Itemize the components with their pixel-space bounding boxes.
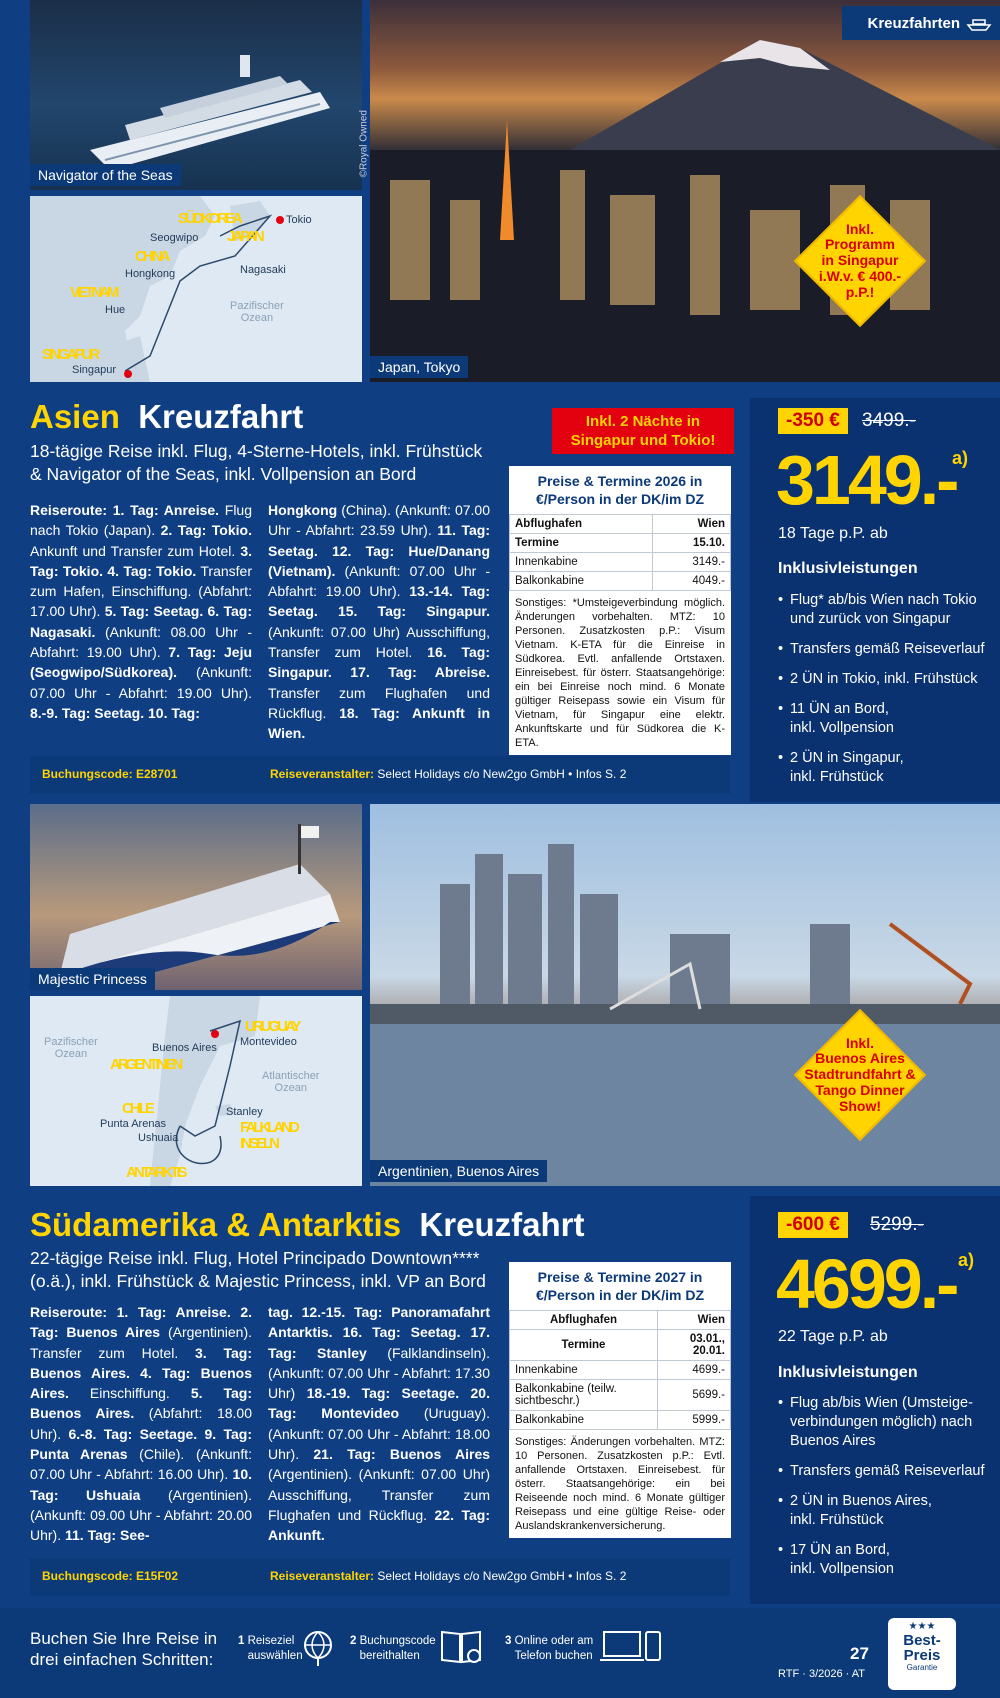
map-label-singapur-city: Singapur: [72, 364, 117, 376]
map-label-punta-arenas: Punta Arenas: [100, 1118, 167, 1130]
promo-badge-asia: Inkl. Programm in Singapur i.W.v. € 400.- p.P.!: [795, 196, 925, 326]
map-label-falkland: FALKLAND INSELN: [240, 1119, 297, 1152]
photo-caption-navigator: Navigator of the Seas: [30, 164, 181, 186]
map-label-pacific: Pazifischer Ozean: [230, 300, 284, 324]
map-label-singapur-country: SINGAPUR: [42, 346, 98, 363]
list-item: • Flug ab/bis Wien (Umsteige- verbindungen möglich) nach Buenos Aires: [778, 1394, 994, 1451]
route-map-asia: [30, 196, 362, 382]
globe-icon: [300, 1628, 336, 1668]
sa-inclusions-title: Inklusivleistungen: [778, 1364, 918, 1381]
map-label-uruguay: URUGUAY: [245, 1018, 299, 1035]
asia-table-grid: Abflughafen Wien Termine 15.10. Innenkabine 3149.- Balkonkabine 4049.-: [509, 514, 731, 591]
list-item: • 11 ÜN an Bord, inkl. Vollpension: [778, 700, 994, 738]
map-label-montevideo: Montevideo: [240, 1036, 297, 1048]
issue-code: RTF · 3/2026 · AT: [778, 1668, 866, 1680]
category-label: Kreuzfahrten: [867, 14, 960, 32]
list-item: • 2 ÜN in Buenos Aires, inkl. Frühstück: [778, 1492, 994, 1530]
map-label-pacific: Pazifischer Ozean: [44, 1036, 98, 1060]
asia-table-heading: Preise & Termine 2026 in €/Person in der DK/im DZ: [535, 473, 705, 507]
list-item: • Flug* ab/bis Wien nach Tokio und zurück von Singapur: [778, 591, 994, 629]
ship-photo-navigator: [30, 0, 369, 190]
map-label-buenos-aires: Buenos Aires: [152, 1042, 217, 1054]
asia-subtitle: 18-tägige Reise inkl. Flug, 4-Sterne-Hotels, inkl. Frühstück & Navigator of the Seas, inkl. Vollpension an Bord: [30, 441, 483, 484]
asia-organizer-label: Reiseveranstalter:: [270, 767, 375, 781]
sa-booking-code: Buchungscode: E15F02: [42, 1569, 179, 1583]
asia-nights-highlight: Inkl. 2 Nächte in Singapur und Tokio!: [552, 408, 734, 454]
map-label-chile: CHILE: [122, 1100, 152, 1117]
route-map-south-america: [30, 996, 362, 1186]
map-label-hue: Hue: [105, 304, 126, 316]
map-label-seogwipo: Seogwipo: [150, 232, 199, 244]
sa-table-heading: Preise & Termine 2027 in €/Person in der DK/im DZ: [535, 1269, 705, 1303]
map-label-tokio: Tokio: [286, 214, 312, 226]
footer-intro: Buchen Sie Ihre Reise in drei einfachen Schritten:: [30, 1629, 218, 1669]
map-label-suedkorea: SÜDKOREA: [178, 210, 240, 227]
catalog-search-icon: [438, 1626, 486, 1668]
asia-price-table: [509, 466, 731, 755]
asia-old-price: 3499.-: [862, 410, 916, 431]
sa-price-table: [509, 1262, 731, 1538]
asia-inclusions-list: [778, 591, 994, 798]
sa-organizer: Select Holidays c/o New2go GmbH • Infos S. 2: [377, 1569, 627, 1583]
footer-step-3: 3 Online oder am Telefon buchen: [505, 1635, 594, 1662]
sa-subtitle: 22-tägige Reise inkl. Flug, Hotel Principado Downtown**** (o.ä.), inkl. Frühstück & Majestic Princess, inkl. VP an Bord: [30, 1248, 486, 1291]
sa-title: Südamerika & Antarktis Kreuzfahrt: [30, 1206, 585, 1243]
photo-caption-tokyo: Japan, Tokyo: [370, 356, 468, 378]
category-tag: [842, 6, 1000, 40]
map-label-ushuaia: Ushuaia: [138, 1132, 179, 1144]
sa-itinerary-col1: Reiseroute: 1. Tag: Anreise. 2. Tag: Buenos Aires (Argentinien). Transfer zum Hotel. 3. Tag: Buenos Aires. 4. Tag: Buenos Aires. Einschiffung. 5. Tag: Buenos Aires. (Abfahrt: 18.00 Uhr). 6.-8. Tag: Seetage. 9. Tag: Punta Arenas (Chile). (Ankunft: 07.00 Uhr - Abfahrt: 16.00 Uhr). 10. Tag: Ushuaia (Argentinien). (Ankunft: 09.00 Uhr - Abfahrt: 20.00 Uhr). 11. Tag: See-: [30, 1304, 253, 1544]
star-icons: ★★★: [908, 1621, 936, 1632]
sa-table-grid: Abflughafen Wien Termine 03.01., 20.01. Innenkabine 4699.- Balkonkabine (teilw. sichtbeschr.) 5699.- Balkonkabine 5999.-: [509, 1310, 731, 1430]
sa-table-notes: Sonstiges: Änderungen vorbehalten. MTZ: 10 Personen. Zusatzkosten p.P.: Evtl. anfallende Ortstaxen. Einreisebest. für österr. Staatsangehörige: ein bei Reiseende noch mind. 6 Monate gültiger Reisepass und eine gültige Reise- oder Auslandskrankenversicherung.: [515, 1436, 725, 1532]
ship-illustration: [30, 804, 362, 990]
map-label-vietnam: VIETNAM: [70, 284, 117, 301]
footer-step-2: 2 Buchungscode bereithalten: [350, 1635, 436, 1662]
asia-itinerary-col1: Reiseroute: 1. Tag: Anreise. Flug nach Tokio (Japan). 2. Tag: Tokio. Ankunft und Transfer zum Hotel. 3. Tag: Tokio. 4. Tag: Tokio. Transfer zum Hafen, Einschiffung. (Abfahrt: 17.00 Uhr). 5. Tag: Seetag. 6. Tag: Nagasaki. (Ankunft: 08.00 Uhr - Abfahrt: 19.00 Uhr). 7. Tag: Jeju (Seogwipo/Südkorea). (Ankunft: 07.00 Uhr - Abfahrt: 19.00 Uhr). 8.-9. Tag: Seetag. 10. Tag:: [30, 502, 253, 721]
list-item: • 2 ÜN in Singapur, inkl. Frühstück: [778, 749, 994, 787]
map-label-stanley: Stanley: [226, 1106, 263, 1118]
map-label-antarktis: ANTARKTIS: [126, 1164, 185, 1181]
asia-table-notes: Sonstiges: *Umsteigeverbindung möglich. Änderungen vorbehalten. MTZ: 10 Personen. Zusatzkosten p.P.: Visum Vietnam. K-ETA für die Einreise in Südkorea. Evtl. anfallende Ortstaxen. Einreisebest. für österr. Staatsangehörige: ein bei Einreise noch mind. 6 Monate gültiger Reisepass sowie ein Visum für Vietnam, für Singapur eine elektr. Ankunftskarte und für Südkorea die K-ETA.: [515, 597, 725, 749]
map-label-japan: JAPAN: [227, 228, 262, 245]
asia-inclusions-title: Inklusivleistungen: [778, 560, 918, 577]
sa-booking-bar: [30, 1558, 730, 1596]
promo-badge-south-america: Inkl. Buenos Aires Stadtrundfahrt & Tango Dinner Show!: [795, 1010, 925, 1140]
sa-organizer-label: Reiseveranstalter:: [270, 1569, 375, 1583]
sa-old-price: 5299.-: [870, 1214, 924, 1235]
sa-price: 4699.-: [776, 1245, 957, 1323]
asia-booking-bar: [30, 756, 730, 794]
sa-itinerary-col2: tag. 12.-15. Tag: Panoramafahrt Antarktis. 16. Tag: Seetag. 17. Tag: Stanley (Falklandinseln). (Ankunft: 07.00 Uhr - Abfahrt: 17.30 Uhr) 18.-19. Tag: Seetage. 20. Tag: Montevideo (Uruguay). (Ankunft: 07.00 Uhr - Abfahrt: 18.00 Uhr). 21. Tag: Buenos Aires (Argentinien). (Ankunft: 07.00 Uhr) Ausschiffung, Transfer zum Flughafen und Rückflug. 22. Tag: Ankunft.: [268, 1304, 491, 1544]
list-item: • 2 ÜN in Tokio, inkl. Frühstück: [778, 670, 994, 689]
sa-discount: -600 €: [778, 1212, 848, 1238]
map-label-argentinien: ARGENTINIEN: [110, 1056, 181, 1073]
page-number: 27: [850, 1644, 869, 1663]
map-label-hongkong: Hongkong: [125, 268, 176, 280]
list-item: • 17 ÜN an Bord, inkl. Vollpension: [778, 1541, 994, 1579]
map-label-china: CHINA: [135, 248, 168, 265]
photo-credit: ©Royal Owned: [358, 110, 369, 178]
asia-price-footnote: a): [952, 448, 969, 468]
map-label-nagasaki: Nagasaki: [240, 264, 286, 276]
list-item: • Transfers gemäß Reiseverlauf: [778, 640, 994, 659]
asia-organizer: Select Holidays c/o New2go GmbH • Infos S. 2: [377, 767, 627, 781]
sa-inclusions-list: [778, 1394, 994, 1590]
ship-icon: [966, 15, 992, 31]
ship-illustration: [30, 0, 362, 190]
photo-caption-majestic: Majestic Princess: [30, 968, 155, 990]
sa-price-footnote: a): [958, 1250, 975, 1270]
asia-discount: -350 €: [778, 408, 848, 434]
best-price-seal: ★★★ Best- Preis Garantie: [888, 1618, 956, 1690]
footer-step-1: 1 Reiseziel auswählen: [238, 1635, 303, 1662]
laptop-phone-icon: [600, 1626, 662, 1668]
asia-itinerary-col2: Hongkong (China). (Ankunft: 07.00 Uhr - Abfahrt: 23.59 Uhr). 11. Tag: Seetag. 12. Tag: Hue/Danang (Vietnam). (Ankunft: 07.00 Uhr - Abfahrt: 19.00 Uhr). 13.-14. Tag: Seetag. 15. Tag: Singapur. (Ankunft: 07.00 Uhr) Ausschiffung, Transfer zum Hotel. 16. Tag: Singapur. 17. Tag: Abreise. Transfer zum Flughafen und Rückflug. 18. Tag: Ankunft in Wien.: [268, 502, 490, 742]
ship-photo-majestic: [30, 804, 362, 990]
asia-booking-code: Buchungscode: E28701: [42, 767, 178, 781]
footer-bar: [0, 1608, 1000, 1698]
map-label-atlantic: Atlantischer Ozean: [262, 1070, 320, 1094]
sa-duration: 22 Tage p.P. ab: [778, 1328, 888, 1345]
photo-caption-buenos-aires: Argentinien, Buenos Aires: [370, 1160, 547, 1182]
list-item: • Transfers gemäß Reiseverlauf: [778, 1462, 994, 1481]
asia-price: 3149.-: [776, 441, 957, 519]
asia-duration: 18 Tage p.P. ab: [778, 525, 888, 542]
asia-title: Asien Kreuzfahrt: [30, 398, 304, 435]
